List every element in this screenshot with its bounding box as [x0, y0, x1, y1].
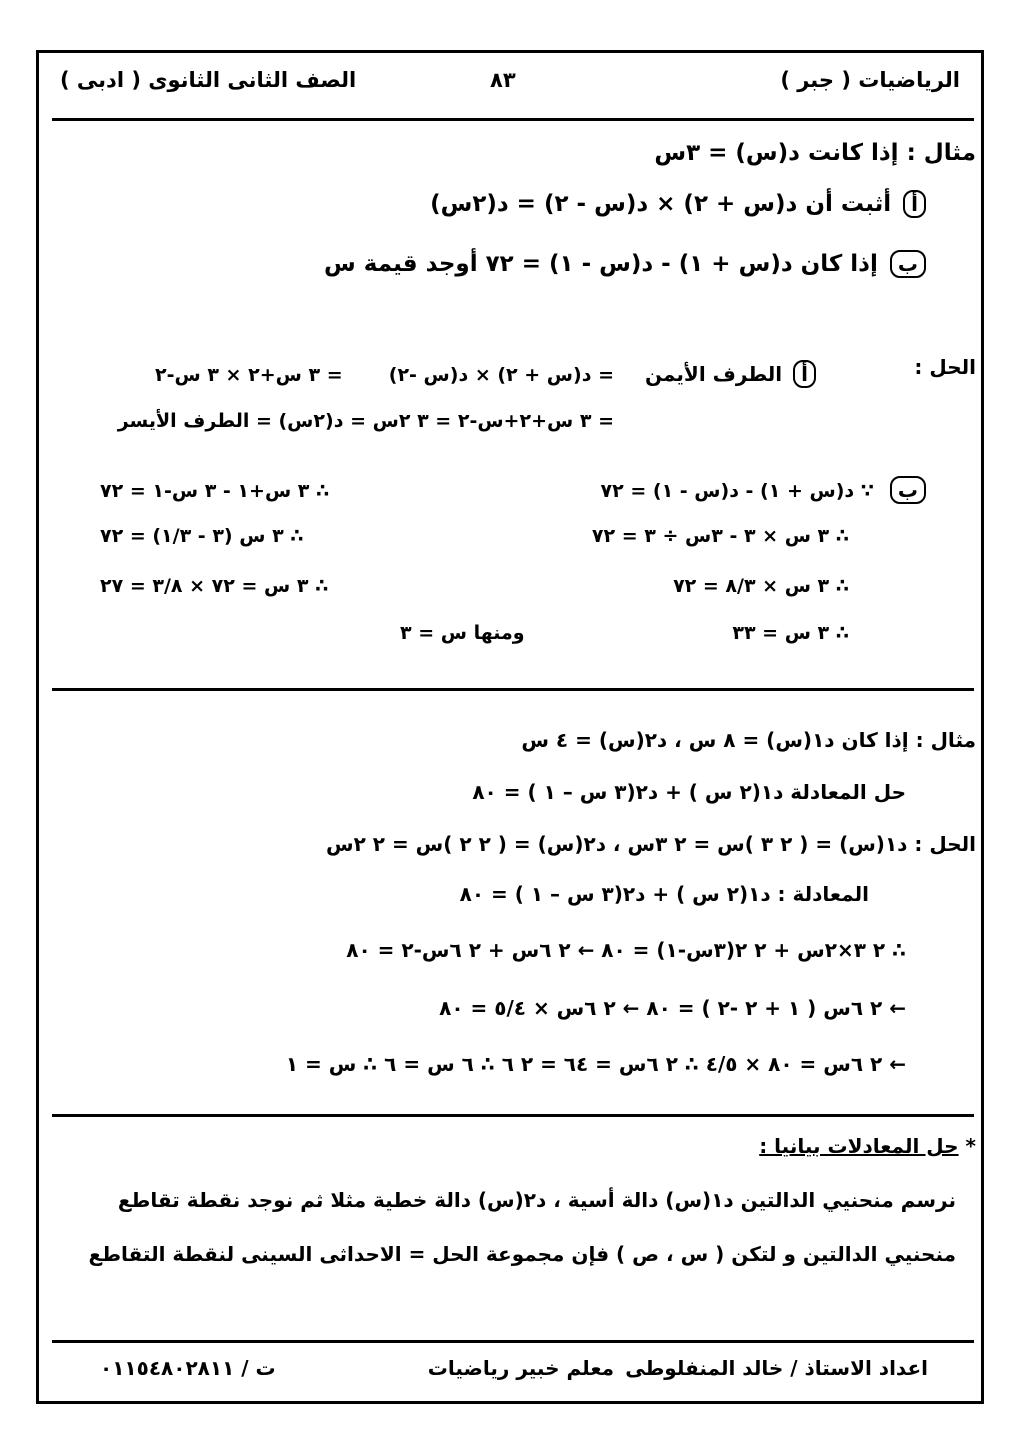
- example1-title: مثال : إذا كانت د(س) = ٣س: [654, 140, 976, 166]
- example2-equation: المعادلة : د١(٢ س ) + د٢(٣ س – ١ ) = ٨٠: [459, 882, 869, 906]
- solution1-a-badge: أ: [793, 360, 816, 388]
- footer-author: اعداد الاستاذ / خالد المنفلوطى: [625, 1356, 928, 1380]
- solution1-line1-right: = ٣ س+٢ × ٣ س-٢: [155, 364, 343, 386]
- solution1-b-badge: ب: [890, 476, 926, 504]
- example2-step-3: ← ٢ ٦س = ٨٠ × ٤/٥ ∴ ٢ ٦س = ٦٤ = ٢ ٦ ∴ ٦ س = ٦ ∴ س = ١: [285, 1052, 906, 1076]
- left-side-label: الطرف الأيمن: [645, 362, 783, 386]
- example2-step-1: ∴ ٢ ٣×٢س + ٢ ٢(٣س-١) = ٨٠ ← ٢ ٦س + ٢ ٦س-٢ = ٨٠: [346, 938, 906, 962]
- solution1-label: الحل :: [914, 355, 976, 379]
- solution1-row1-right: ∵ د(س + ١) - د(س - ١) = ٧٢: [600, 480, 874, 502]
- solution1-row3-right: ∴ ٣ س × ٨/٣ = ٧٢: [673, 575, 849, 597]
- solution1-line2: = ٣ س+٢+س-٢ = ٣ ٢س = د(٢س) = الطرف الأيسر: [117, 410, 614, 432]
- graphical-star: *: [965, 1134, 976, 1158]
- solution1-b-badge-wrap: [886, 476, 926, 504]
- solution1-line1-mid: = د(س + ٢) × د(س -٢): [388, 364, 614, 386]
- solution1-row1-left: ∴ ٣ س+١ - ٣ س-١ = ٧٢: [100, 480, 330, 502]
- solution1-left-side: [645, 360, 816, 388]
- footer-divider: [52, 1340, 974, 1343]
- graphical-line-1: نرسم منحنيي الدالتين د١(س) دالة أسية ، د٢(س) دالة خطية مثلا ثم نوجد نقطة تقاطع: [117, 1188, 956, 1212]
- footer-phone: ت / ٠١١٥٤٨٠٢٨١١: [100, 1356, 276, 1380]
- solution1-row4-right: ∴ ٣ س = ٣٣: [732, 622, 849, 644]
- example2-title: مثال : إذا كان د١(س) = ٨ س ، د٢(س) = ٤ س: [521, 728, 976, 752]
- graphical-heading-text: حل المعادلات بيانيا :: [759, 1134, 959, 1158]
- example2-step-2: ← ٢ ٦س ( ١ + ٢ -٢ ) = ٨٠ ← ٢ ٦س × ٥/٤ = ٨٠: [439, 996, 906, 1020]
- header-grade: الصف الثانى الثانوى ( ادبى ): [60, 68, 357, 92]
- divider-1: [52, 688, 974, 691]
- part-a-text: أثبت أن د(س + ٢) × د(س - ٢) = د(٢س): [430, 191, 892, 217]
- graphical-line-2: منحنيي الدالتين و لتكن ( س ، ص ) فإن مجموعة الحل = الاحداثى السينى لنقطة التقاطع: [88, 1242, 956, 1266]
- footer-title: معلم خبير رياضيات: [427, 1356, 614, 1380]
- example1-part-a: [430, 190, 926, 218]
- example2-solution-line: الحل : د١(س) = ( ٢ ٣ )س = ٢ ٣س ، د٢(س) = ( ٢ ٢ )س = ٢ ٢س: [325, 832, 976, 856]
- graphical-heading: [759, 1134, 976, 1158]
- solution1-row3-left: ∴ ٣ س = ٧٢ × ٣/٨ = ٢٧: [100, 575, 329, 597]
- part-a-badge: أ: [903, 190, 926, 218]
- solution1-row2-left: ∴ ٣ س (٣ - ١/٣) = ٧٢: [100, 525, 304, 547]
- solution1-row2-right: ∴ ٣ س × ٣ - ٣س ÷ ٣ = ٧٢: [591, 525, 849, 547]
- part-b-badge: ب: [890, 250, 926, 278]
- header-subject: الرياضيات ( جبر ): [780, 68, 960, 92]
- part-b-text: إذا كان د(س + ١) - د(س - ١) = ٧٢ أوجد قيمة س: [324, 251, 878, 277]
- example1-part-b: [324, 250, 926, 278]
- example2-task: حل المعادلة د١(٢ س ) + د٢(٣ س – ١ ) = ٨٠: [472, 780, 906, 804]
- header-divider: [52, 118, 974, 121]
- header-page-number: ٨٣: [490, 68, 516, 92]
- divider-2: [52, 1114, 974, 1117]
- solution1-row4-left: ومنها س = ٣: [400, 622, 525, 644]
